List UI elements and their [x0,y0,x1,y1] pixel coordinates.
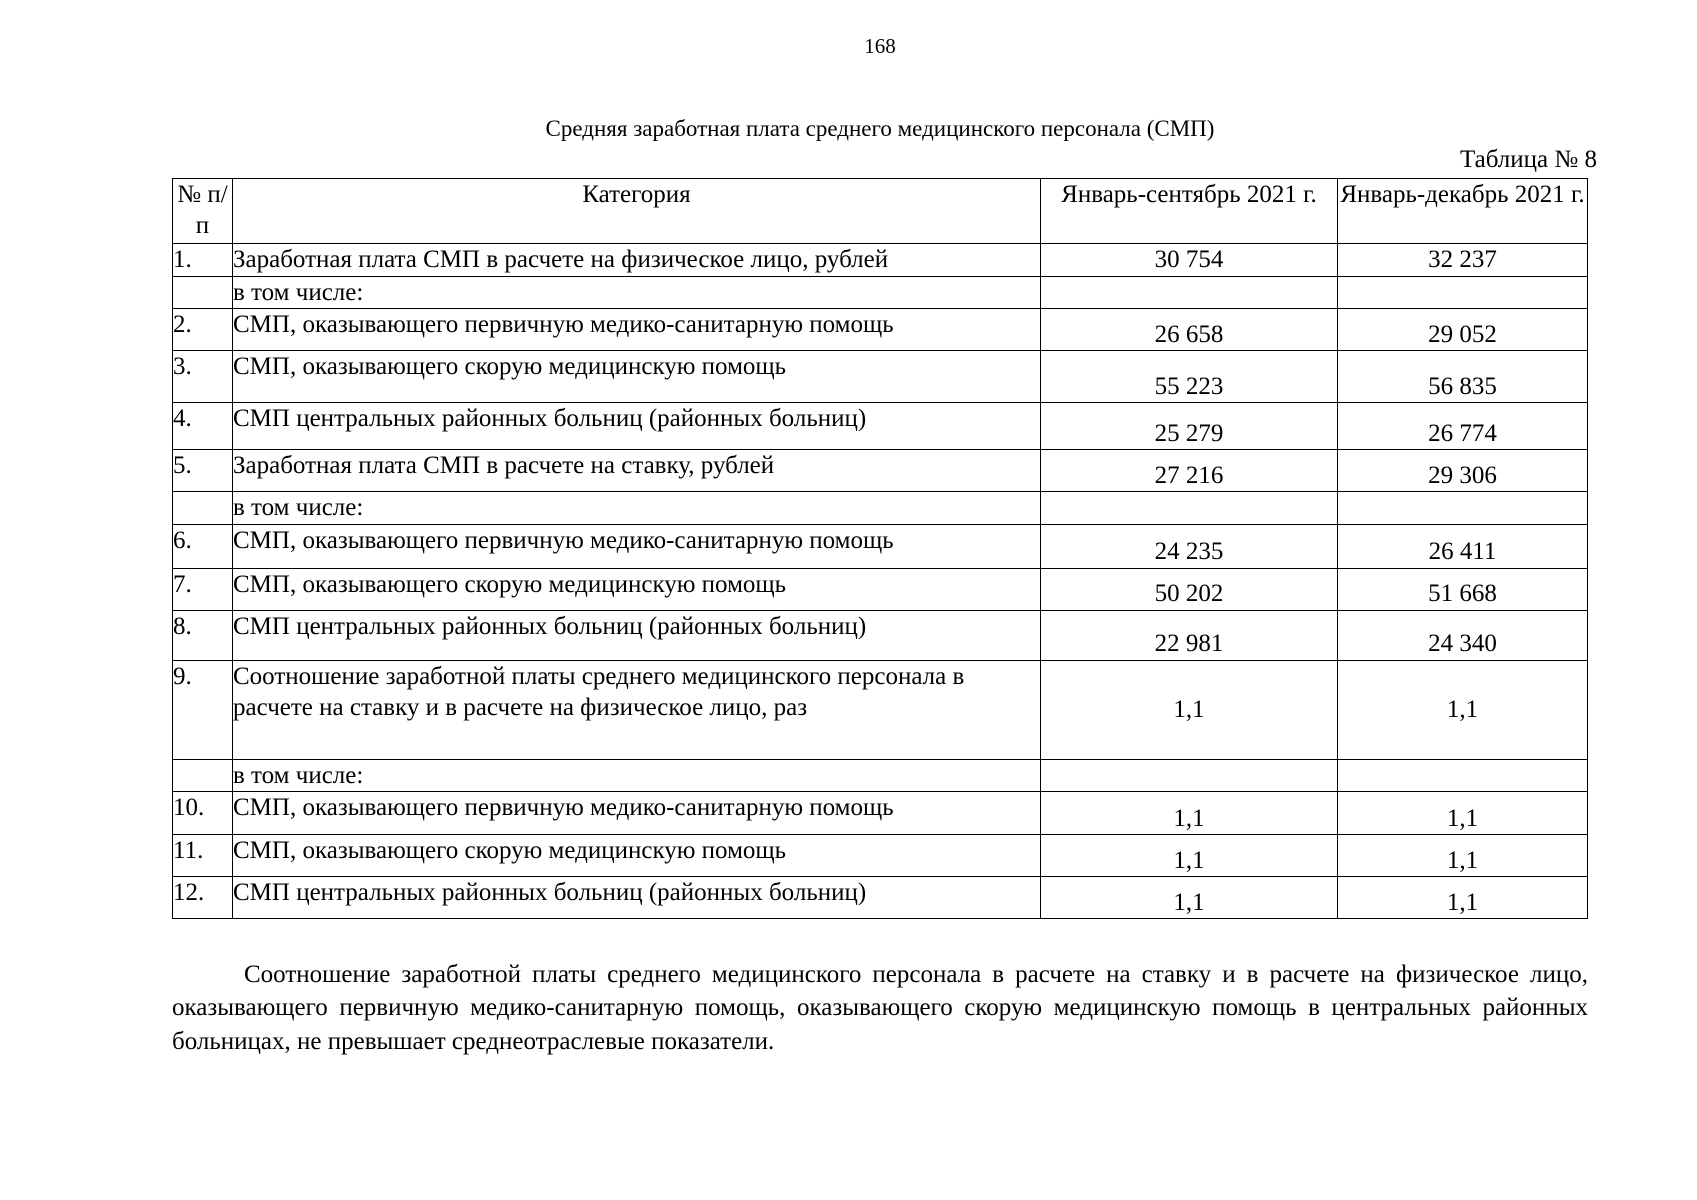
row-value-jan-sep [1041,492,1338,524]
row-category: в том числе: [233,759,1041,791]
row-value-jan-dec: 32 237 [1338,244,1588,277]
row-number: 5. [173,450,233,492]
row-category: в том числе: [233,277,1041,309]
row-value-jan-sep: 1,1 [1041,791,1338,834]
row-number: 8. [173,610,233,660]
table-row [173,244,1588,277]
row-value-jan-sep: 26 658 [1041,309,1338,351]
row-value-jan-dec: 29 052 [1338,309,1588,351]
table-row [173,660,1588,759]
row-category: СМП центральных районных больниц (районных больниц) [233,403,1041,450]
table-row [173,450,1588,492]
table-row [173,492,1588,524]
page-number: 168 [864,34,896,58]
row-value-jan-sep: 55 223 [1041,351,1338,403]
row-value-jan-dec: 26 774 [1338,403,1588,450]
salary-table [172,178,1588,919]
row-value-jan-sep: 24 235 [1041,524,1338,568]
row-value-jan-sep [1041,759,1338,791]
row-value-jan-dec [1338,492,1588,524]
row-number: 11. [173,834,233,876]
row-number: 12. [173,876,233,918]
row-value-jan-dec: 1,1 [1338,876,1588,918]
table-row [173,524,1588,568]
row-number: 4. [173,403,233,450]
row-number [173,759,233,791]
row-category: Заработная плата СМП в расчете на ставку, рублей [233,450,1041,492]
table-row [173,876,1588,918]
row-category: СМП центральных районных больниц (районных больниц) [233,610,1041,660]
document-title: Средняя заработная плата среднего медицинского персонала (СМП) [545,116,1215,141]
row-category: СМП, оказывающего скорую медицинскую помощь [233,834,1041,876]
row-category: СМП, оказывающего первичную медико-санитарную помощь [233,524,1041,568]
header-period-jan-sep: Январь-сентябрь 2021 г. [1041,179,1338,244]
row-value-jan-dec: 1,1 [1338,834,1588,876]
row-value-jan-sep: 50 202 [1041,568,1338,610]
row-value-jan-sep: 22 981 [1041,610,1338,660]
row-category: Заработная плата СМП в расчете на физическое лицо, рублей [233,244,1041,277]
table-row [173,834,1588,876]
table-row [173,277,1588,309]
row-value-jan-sep: 30 754 [1041,244,1338,277]
row-number: 6. [173,524,233,568]
row-value-jan-sep: 1,1 [1041,660,1338,759]
row-category: СМП, оказывающего скорую медицинскую помощь [233,568,1041,610]
row-number: 10. [173,791,233,834]
row-value-jan-sep: 1,1 [1041,834,1338,876]
row-category: СМП, оказывающего первичную медико-санитарную помощь [233,309,1041,351]
table-header-row [173,179,1588,244]
table-label: Таблица № 8 [1459,146,1597,173]
row-value-jan-dec: 1,1 [1338,791,1588,834]
header-number: № п/п [173,179,233,244]
table-row [173,309,1588,351]
row-category: в том числе: [233,492,1041,524]
row-number: 3. [173,351,233,403]
table-row [173,610,1588,660]
row-value-jan-dec: 26 411 [1338,524,1588,568]
row-number [173,492,233,524]
row-value-jan-dec: 24 340 [1338,610,1588,660]
row-number [173,277,233,309]
row-value-jan-sep: 27 216 [1041,450,1338,492]
row-value-jan-dec [1338,759,1588,791]
row-category: Соотношение заработной платы среднего медицинского персонала в расчете на ставку и в расчете на физическое лицо, раз [233,660,1041,759]
row-value-jan-dec: 1,1 [1338,660,1588,759]
row-value-jan-dec: 29 306 [1338,450,1588,492]
table-row [173,351,1588,403]
row-category: СМП, оказывающего первичную медико-санитарную помощь [233,791,1041,834]
row-category: СМП, оказывающего скорую медицинскую помощь [233,351,1041,403]
table-row [173,568,1588,610]
table-row [173,403,1588,450]
header-period-jan-dec: Январь-декабрь 2021 г. [1338,179,1588,244]
row-number: 2. [173,309,233,351]
row-category: СМП центральных районных больниц (районных больниц) [233,876,1041,918]
row-value-jan-dec [1338,277,1588,309]
header-category: Категория [233,179,1041,244]
row-number: 7. [173,568,233,610]
table-row [173,759,1588,791]
row-value-jan-sep [1041,277,1338,309]
row-number: 1. [173,244,233,277]
table-row [173,791,1588,834]
row-number: 9. [173,660,233,759]
row-value-jan-dec: 56 835 [1338,351,1588,403]
row-value-jan-dec: 51 668 [1338,568,1588,610]
footnote-paragraph: Соотношение заработной платы среднего медицинского персонала в расчете на ставку и в расчете на физическое лицо, оказывающего первичную медико-санитарную помощь, оказывающего скорую медицинскую помощь в центральных районных больницах, не превышает среднеотраслевые показатели. [172,961,1588,1055]
row-value-jan-sep: 1,1 [1041,876,1338,918]
row-value-jan-sep: 25 279 [1041,403,1338,450]
